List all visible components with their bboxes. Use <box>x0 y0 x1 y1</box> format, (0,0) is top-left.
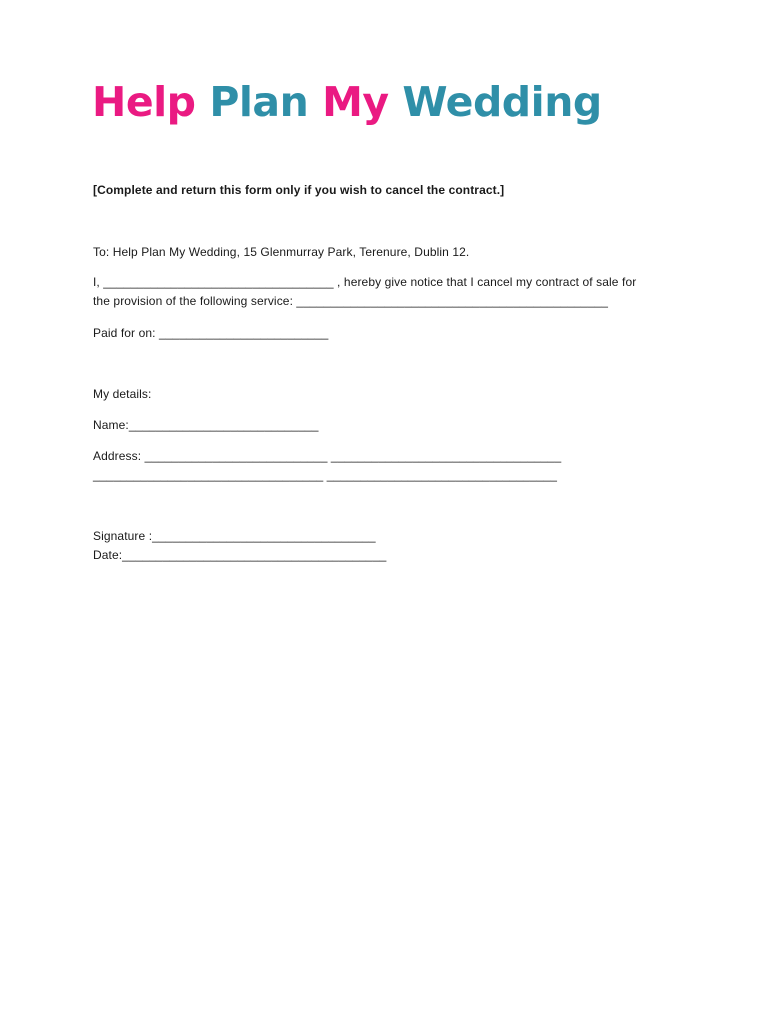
logo-word-help: Help <box>92 78 196 126</box>
name-field: Name:____________________________ <box>93 418 319 432</box>
logo-word-wedding: Wedding <box>402 78 602 126</box>
logo-word-plan: Plan <box>209 78 309 126</box>
paid-for-on-field: Paid for on: _________________________ <box>93 326 329 340</box>
cancellation-notice-line-1: I, __________________________________ , hereby give notice that I cancel my contract of sale for <box>93 275 637 289</box>
date-field: Date:_______________________________________ <box>93 548 387 562</box>
brand-logo <box>92 78 602 126</box>
signature-field: Signature :_________________________________ <box>93 529 376 543</box>
recipient-address: To: Help Plan My Wedding, 15 Glenmurray Park, Terenure, Dublin 12. <box>93 245 470 259</box>
logo-word-my: My <box>322 78 389 126</box>
form-instruction: [Complete and return this form only if you wish to cancel the contract.] <box>93 183 505 197</box>
cancellation-notice-line-2: the provision of the following service: ______________________________________________ <box>93 294 609 308</box>
address-field-line-2: __________________________________ __________________________________ <box>93 468 558 482</box>
my-details-heading: My details: <box>93 387 152 401</box>
address-field-line-1: Address: ___________________________ __________________________________ <box>93 449 562 463</box>
